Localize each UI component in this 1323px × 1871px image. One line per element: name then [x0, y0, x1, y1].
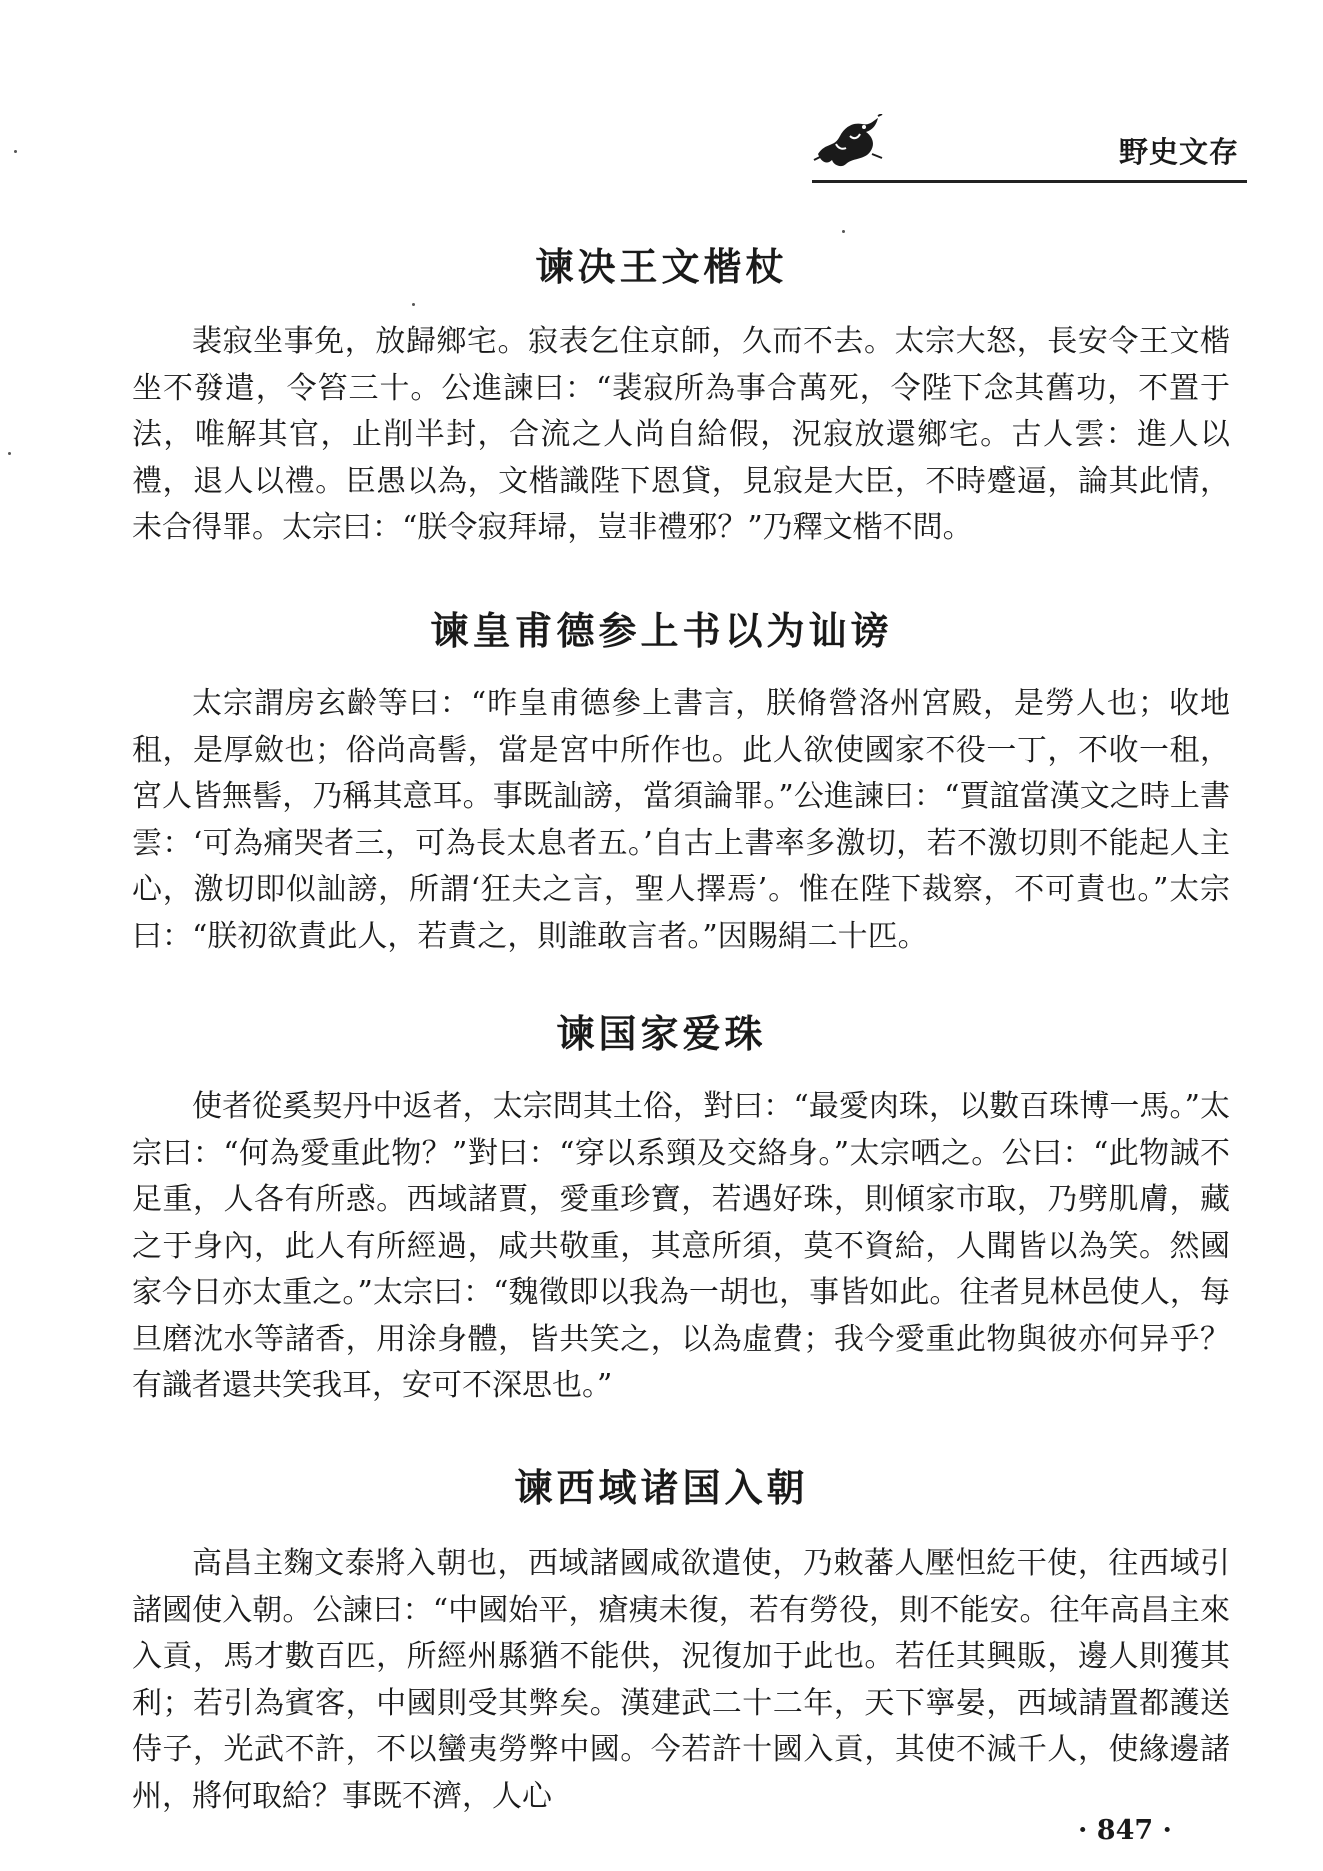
section-body: 太宗謂房玄齡等曰：“昨皇甫德參上書言，朕脩營洛州宮殿，是勞人也；收地租，是厚斂也；俗尚高髻，當是宮中所作也。此人欲使國家不役一丁，不收一租，宮人皆無髻，乃稱其意耳。事既訕謗，當須論罪。”公進諫曰：“賈誼當漢文之時上書雲：‘可為痛哭者三，可為長太息者五。’自古上書率多激切，若不激切則不能起人主心，激切即似訕謗，所謂‘狂夫之言，聖人擇焉’。惟在陛下裁察，不可責也。”太宗曰：“朕初欲責此人，若責之，則誰敢言者。”因賜絹二十匹。 [132, 686, 1230, 954]
dragon-emblem-icon [812, 114, 886, 170]
section-body: 裴寂坐事免，放歸鄉宅。寂表乞住京師，久而不去。太宗大怒，長安令王文楷坐不發遣，令笞三十。公進諫曰：“裴寂所為事合萬死，令陛下念其舊功，不置于法，唯解其官，止削半封，合流之人尚自給假，況寂放還鄉宅。古人雲：進人以禮，退人以禮。臣愚以為，文楷識陛下恩貸，見寂是大臣，不時蹙逼，論其此情，未合得罪。太宗曰：“朕令寂拜埽，豈非禮邪？”乃釋文楷不問。 [132, 324, 1230, 545]
scan-speck [8, 452, 11, 455]
scan-speck [842, 230, 845, 233]
section-body: 使者從奚契丹中返者，太宗問其土俗，對曰：“最愛肉珠，以數百珠博一馬。”太宗曰：“何為愛重此物？”對曰：“穿以系頸及交絡身。”太宗哂之。公曰：“此物誠不足重，人各有所惑。西域諸賈，愛重珍寶，若遇好珠，則傾家市取，乃劈肌膚，藏之于身內，此人有所經過，咸共敬重，其意所須，莫不資給，人聞皆以為笑。然國家今日亦太重之。”太宗曰：“魏徵即以我為一胡也，事皆如此。往者見林邑使人，每旦磨沈水等諸香，用涂身體，皆共笑之，以為虛費；我今愛重此物與彼亦何异乎？有識者還共笑我耳，安可不深思也。” [132, 1089, 1230, 1403]
section-title: 谏皇甫德参上书以为讪谤 [430, 608, 893, 653]
header-rule [812, 180, 1247, 183]
header-title: 野史文存 [1118, 135, 1239, 169]
section-title: 谏决王文楷杖 [535, 244, 788, 289]
section-title: 谏西域诸国入朝 [514, 1465, 809, 1510]
section-title: 谏国家爱珠 [556, 1011, 767, 1056]
page-number: · 847 · [1078, 1815, 1172, 1846]
scan-speck [412, 303, 415, 306]
scan-speck [14, 150, 17, 153]
section-body: 高昌主麴文泰將入朝也，西域諸國咸欲遣使，乃敕蕃人壓怛紇干使，往西域引諸國使入朝。公諫曰：“中國始平，瘡痍未復，若有勞役，則不能安。往年高昌主來入貢，馬才數百匹，所經州縣猶不能供，況復加于此也。若任其興販，邊人則獲其利；若引為賓客，中國則受其弊矣。漢建武二十二年，天下寧晏，西域請置都護送侍子，光武不許，不以蠻夷勞弊中國。今若許十國入貢，其使不減千人，使緣邊諸州，將何取給？事既不濟，人心 [132, 1546, 1230, 1814]
running-header [812, 110, 1247, 188]
